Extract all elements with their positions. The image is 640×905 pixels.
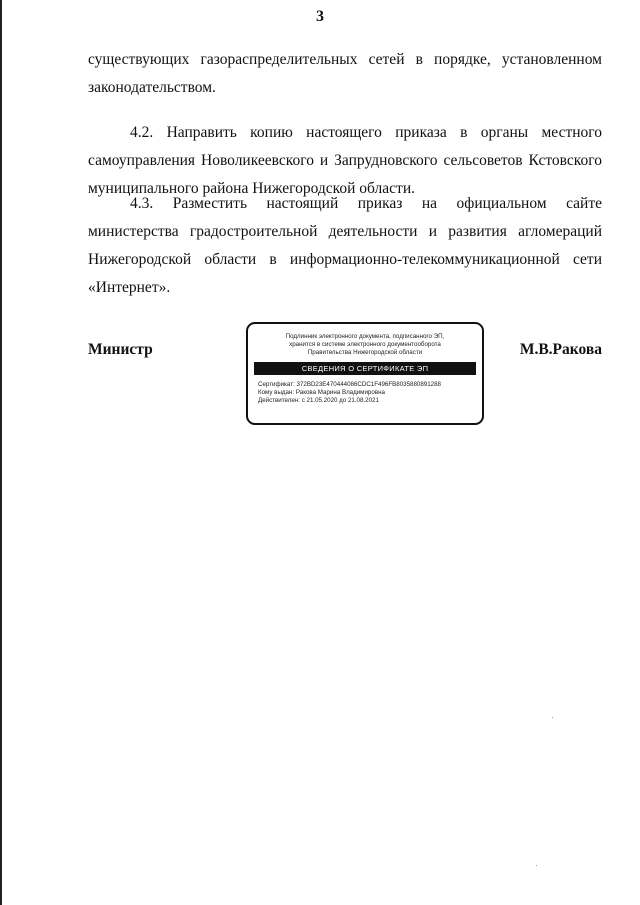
signer-name: М.В.Ракова	[519, 341, 602, 358]
stamp-valid-label: Действителен:	[258, 397, 300, 404]
stamp-title-bar: СВЕДЕНИЯ О СЕРТИФИКАТЕ ЭП	[254, 362, 476, 375]
stamp-details	[258, 381, 482, 405]
stamp-header-line: Подлинник электронного документа, подписанного ЭП,	[285, 333, 445, 340]
paragraph-continuation	[88, 46, 602, 102]
stamp-valid-row	[258, 397, 482, 405]
paragraph-text: существующих газораспределительных сетей в порядке, установленном законодательством.	[88, 51, 602, 96]
stamp-header-line: хранится в системе электронного документооборота	[289, 341, 441, 348]
paragraph-text: 4.3. Разместить настоящий приказ на официальном сайте министерства градостроительной деятельности и развития агломераций Нижегородской области в информационно-телекоммуникационной сети «Интернет».	[88, 195, 602, 296]
stamp-issued-row	[258, 389, 482, 397]
scan-edge-mark	[0, 0, 2, 905]
scan-speck	[536, 865, 537, 866]
electronic-signature-stamp	[246, 322, 484, 425]
stamp-issued-value: Ракова Марина Владимировна	[295, 389, 385, 396]
stamp-cert-value: 372BD23E470444086CDC1F496FB8035880891288	[296, 381, 441, 388]
stamp-header	[248, 333, 482, 357]
signer-position: Министр	[88, 341, 153, 358]
stamp-cert-label: Сертификат:	[258, 381, 295, 388]
stamp-cert-row	[258, 381, 482, 389]
paragraph-text: 4.2. Направить копию настоящего приказа в органы местного самоуправления Новоликеевского и Запрудновского сельсоветов Кстовского муниципального района Нижегородской области.	[88, 124, 602, 197]
stamp-issued-label: Кому выдан:	[258, 389, 295, 396]
paragraph-4-3	[88, 190, 602, 302]
stamp-header-line: Правительства Нижегородской области	[307, 349, 423, 356]
stamp-valid-value: с 21.05.2020 до 21.08.2021	[301, 397, 379, 404]
scan-speck	[552, 717, 553, 718]
page-number: 3	[316, 8, 324, 25]
